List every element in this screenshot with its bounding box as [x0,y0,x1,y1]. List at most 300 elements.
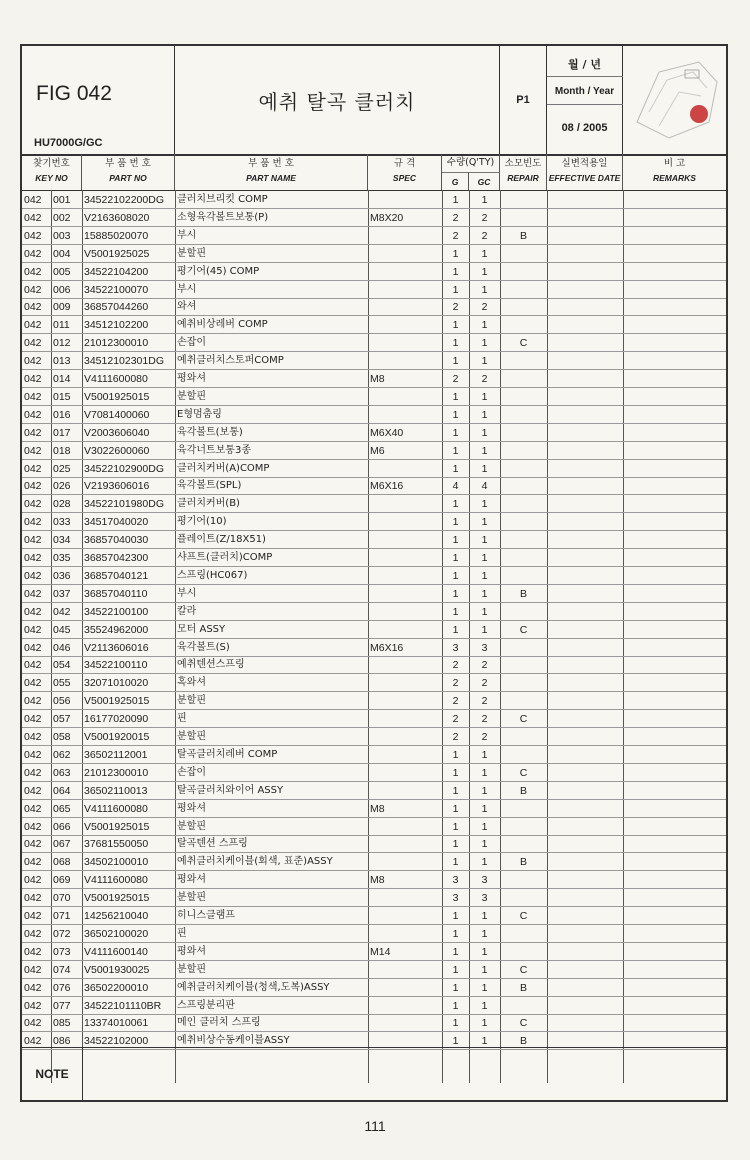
repair-cell: C [519,766,528,779]
part-name-cell: E형멈춤링 [177,408,222,420]
qty-g-cell: 1 [452,820,459,833]
qty-gc-cell: 1 [481,910,488,922]
qty-gc-cell: 3 [481,892,488,905]
date-label-en: Month / Year [554,86,615,97]
fig-cell: 042 [24,498,42,511]
key-no-cell: 001 [53,194,71,206]
spec-cell [370,979,442,997]
qty-g-cell: 3 [452,874,459,887]
qty-g-cell: 1 [452,605,459,618]
key-no-cell: 076 [53,981,71,994]
part-name-cell: 손잡이 [177,766,206,778]
spec-cell [370,549,442,567]
repair-cell [500,889,547,907]
spec-cell [370,191,442,209]
qty-g-cell: 2 [452,677,459,690]
table-row [22,209,726,227]
table-row [22,567,726,585]
key-no-cell: 086 [53,1035,71,1048]
key-no-cell: 045 [53,623,71,636]
part-name-cell: 히니스클램프 [177,910,235,921]
fig-cell: 042 [24,677,42,690]
repair-cell: B [519,784,527,797]
part-no-cell: 34522100070 [84,283,149,296]
spec-cell [370,334,442,352]
table-row [22,782,726,800]
key-no-cell: 063 [53,766,71,779]
qty-gc-cell: 1 [481,194,488,206]
spec-cell [370,782,442,800]
fig-cell: 042 [24,892,42,905]
table-row [22,370,726,388]
fig-cell: 042 [24,1017,42,1030]
col-repair: 소모빈도 REPAIR [500,154,547,190]
repair-cell [500,871,547,889]
col-remarks: 비 고 REMARKS [653,158,696,183]
fig-cell: 042 [24,426,42,439]
key-no-cell: 002 [53,211,71,224]
part-name-cell: 평와셔 [177,945,206,957]
fig-cell: 042 [24,713,42,726]
qty-gc-cell: 1 [481,766,488,779]
part-no-cell: 36502200010 [84,981,149,994]
date-label-kr: 월 / 년 [568,58,601,71]
table-row [22,281,726,299]
table-row [22,853,726,871]
part-no-cell: 34522102900DG [84,462,164,475]
spec-cell: M6X16 [370,641,404,654]
model-name: HU7000G/GC [34,137,103,149]
spec-cell: M8 [370,802,385,815]
part-name-cell: 예취클러치케이블(청색,도복)ASSY [177,981,330,993]
table-row [22,352,726,370]
repair-cell [500,281,547,299]
qty-gc-cell: 1 [481,426,488,439]
fig-cell [22,46,175,154]
key-no-cell: 028 [53,498,71,511]
part-no-cell: V5001930025 [84,963,150,976]
qty-g-cell: 1 [452,247,459,260]
qty-gc-cell: 1 [481,390,488,403]
fig-cell: 042 [24,516,42,529]
fig-cell: 042 [24,838,42,851]
table-row [22,800,726,818]
table-row [22,621,726,639]
repair-cell [500,835,547,853]
spec-cell [370,961,442,979]
sheet-header [22,46,726,156]
part-name-cell: 예취비상레버 COMP [177,319,268,331]
repair-cell [500,567,547,585]
qty-g-cell: 2 [452,301,459,314]
part-name-cell: 플레이트(Z/18X51) [177,534,266,546]
table-row [22,764,726,782]
qty-g-cell: 3 [452,641,459,654]
part-no-cell: 34512102301DG [84,355,164,368]
key-no-cell: 065 [53,802,71,815]
part-no-cell: V4111600140 [84,945,148,958]
repair-cell [500,674,547,692]
part-no-cell: V4111600080 [84,373,148,385]
repair-cell [500,442,547,460]
key-no-cell: 009 [53,301,71,314]
part-no-cell: 34522101110BR [84,999,162,1012]
fig-cell: 042 [24,444,42,457]
fig-cell: 042 [24,623,42,636]
key-no-cell: 016 [53,408,71,421]
fig-cell: 042 [24,534,42,547]
key-no-cell: 062 [53,748,71,761]
spec-cell: M8 [370,373,385,385]
qty-g-cell: 1 [452,426,459,439]
fig-cell: 042 [24,480,42,493]
part-no-cell: 34522102200DG [84,194,164,206]
part-name-cell: 평와셔 [177,373,206,384]
fig-cell: 042 [24,927,42,940]
qty-gc-cell: 1 [481,802,488,815]
spec-cell [370,513,442,531]
qty-gc-cell: 1 [481,498,488,511]
spec-cell [370,746,442,764]
table-row [22,871,726,889]
part-no-cell: 36857040110 [84,587,148,600]
qty-gc-cell: 2 [481,713,488,726]
part-name-cell: 예취클러치스토퍼COMP [177,355,284,367]
fig-cell: 042 [24,856,42,869]
key-no-cell: 069 [53,874,71,887]
title-cell [175,46,500,154]
table-row [22,997,726,1015]
spec-cell [370,495,442,513]
spec-cell [370,889,442,907]
fig-number: FIG 042 [36,82,112,105]
spec-cell [370,692,442,710]
fig-cell: 042 [24,802,42,815]
part-no-cell: V5001925015 [84,390,150,403]
fig-cell: 042 [24,319,42,332]
spec-cell [370,674,442,692]
qty-gc-cell: 1 [481,569,488,582]
fig-cell: 042 [24,659,42,672]
table-row [22,388,726,406]
key-no-cell: 034 [53,534,71,547]
table-row [22,818,726,836]
table-row [22,728,726,746]
fig-cell: 042 [24,587,42,600]
fig-cell: 042 [24,569,42,582]
key-no-cell: 018 [53,444,71,457]
machine-thumbnail-icon [629,52,725,146]
fig-cell: 042 [24,820,42,833]
key-no-cell: 035 [53,552,71,564]
page-title: 예취 탈곡 클러치 [258,90,416,114]
repair-cell: C [519,337,528,350]
part-no-cell: V5001920015 [84,731,150,743]
table-row [22,245,726,263]
part-name-cell: 스프링분리판 [177,999,235,1011]
part-name-cell: 분할핀 [177,963,206,975]
qty-g-cell: 2 [452,695,459,708]
fig-cell: 042 [24,355,42,368]
spec-cell [370,352,442,370]
table-row [22,227,726,245]
qty-g-cell: 1 [452,552,459,564]
fig-cell: 042 [24,229,42,242]
part-name-cell: 혹와셔 [177,677,206,689]
col-effective-date: 실변적용일 EFFECTIVE DATE [547,154,623,190]
spec-cell: M6X16 [370,480,404,493]
date-value: 08 / 2005 [561,122,608,134]
qty-gc-cell: 1 [481,820,488,833]
fig-cell: 042 [24,1035,42,1048]
qty-g-cell: 1 [452,856,459,869]
qty-g-cell: 1 [452,319,459,332]
key-no-cell: 064 [53,784,71,797]
qty-g-cell: 2 [452,229,459,242]
qty-gc-cell: 3 [481,641,488,654]
qty-g-cell: 1 [452,587,459,600]
part-no-cell: V2003606040 [84,426,150,439]
qty-g-cell: 1 [452,444,459,457]
col-part-no: 부 품 번 호 PART NO [82,154,175,190]
table-row [22,298,726,316]
table-row [22,746,726,764]
repair-cell [500,818,547,836]
fig-cell: 042 [24,390,42,403]
spec-cell [370,997,442,1015]
spec-cell: M14 [370,945,391,958]
fig-cell: 042 [24,247,42,260]
part-name-cell: 부시 [177,587,197,599]
qty-g-cell: 1 [452,462,459,475]
page-cell [500,46,547,154]
qty-gc-cell: 1 [481,945,488,958]
qty-g-cell: 1 [452,516,459,529]
key-no-cell: 070 [53,892,71,905]
table-row [22,656,726,674]
table-row [22,692,726,710]
qty-g-cell: 2 [452,731,459,743]
qty-gc-cell: 4 [481,480,488,493]
table-row [22,424,726,442]
part-no-cell: 13374010061 [84,1017,149,1030]
table-row [22,603,726,621]
key-no-cell: 011 [53,319,70,332]
date-cell [547,46,623,154]
part-no-cell: 21012300010 [84,337,149,350]
table-row [22,674,726,692]
qty-gc-cell: 2 [481,659,488,672]
key-no-cell: 014 [53,373,71,385]
spec-cell [370,298,442,316]
key-no-cell: 071 [53,910,71,922]
key-no-cell: 004 [53,247,71,260]
spec-cell [370,764,442,782]
qty-g-cell: 1 [452,981,459,994]
key-no-cell: 057 [53,713,71,726]
qty-gc-cell: 1 [481,856,488,869]
qty-gc-cell: 1 [481,784,488,797]
fig-cell: 042 [24,373,42,385]
page-label: P1 [516,94,530,106]
part-name-cell: 클러치커버(B) [177,498,240,510]
fig-cell: 042 [24,552,42,564]
repair-cell: C [519,963,528,976]
fig-cell: 042 [24,981,42,994]
spec-cell [370,406,442,424]
key-no-cell: 056 [53,695,71,708]
qty-g-cell: 2 [452,659,459,672]
spec-cell [370,853,442,871]
part-name-cell: 육각너트보통3종 [177,444,251,456]
part-name-cell: 분할핀 [177,390,206,402]
table-row [22,585,726,603]
spec-cell [370,531,442,549]
spec-cell [370,281,442,299]
qty-gc-cell: 1 [481,408,488,421]
fig-cell: 042 [24,337,42,350]
repair-cell [500,245,547,263]
part-no-cell: 34522104200 [84,265,149,278]
repair-cell [500,800,547,818]
part-name-cell: 손잡이 [177,337,206,349]
part-name-cell: 클러치커버(A)COMP [177,462,270,474]
part-no-cell: V4111600080 [84,802,148,815]
qty-g-cell: 1 [452,748,459,761]
part-no-cell: 36502110013 [84,784,148,797]
spec-cell [370,656,442,674]
qty-g-cell: 1 [452,1035,459,1048]
repair-cell [500,191,547,209]
table-row [22,639,726,657]
part-no-cell: V5001925015 [84,695,150,708]
qty-g-cell: 1 [452,534,459,547]
part-name-cell: 모터 ASSY [177,623,226,635]
fig-cell: 042 [24,283,42,296]
qty-g-cell: 1 [452,337,459,350]
table-row [22,961,726,979]
table-row [22,442,726,460]
qty-gc-cell: 1 [481,337,488,350]
part-name-cell: 육각볼트(S) [177,641,230,653]
qty-g-cell: 1 [452,498,459,511]
repair-cell: B [519,1035,527,1048]
table-row [22,513,726,531]
part-no-cell: 36857040121 [84,569,149,582]
qty-gc-cell: 2 [481,229,488,242]
page-number: 111 [364,1118,386,1134]
part-no-cell: 34502100010 [84,856,149,869]
repair-cell: C [519,910,528,922]
qty-gc-cell: 1 [481,444,488,457]
part-no-cell: 35524962000 [84,623,149,636]
repair-cell [500,943,547,961]
qty-g-cell: 1 [452,283,459,296]
qty-gc-cell: 1 [481,1035,488,1048]
qty-gc-cell: 1 [481,981,488,994]
qty-g-cell: 1 [452,838,459,851]
qty-gc-cell: 1 [481,838,488,851]
qty-gc-cell: 1 [481,963,488,976]
part-no-cell: 16177020090 [84,713,149,726]
qty-g-cell: 1 [452,355,459,368]
repair-cell [500,209,547,227]
key-no-cell: 006 [53,283,71,296]
qty-g-cell: 1 [452,265,459,278]
spec-cell [370,567,442,585]
part-name-cell: 핀 [177,713,187,725]
repair-cell [500,406,547,424]
repair-cell: B [519,587,527,600]
spec-cell [370,316,442,334]
part-no-cell: V5001925015 [84,892,150,905]
repair-cell [500,603,547,621]
col-qty: 수량(Q'TY) [442,154,500,172]
col-qty-gc: GC [469,172,500,190]
part-name-cell: 탈곡클러치레버 COMP [177,748,278,760]
repair-cell [500,656,547,674]
table-row [22,460,726,478]
col-qty-g: G [442,172,469,190]
part-no-cell: V7081400060 [84,408,150,421]
qty-gc-cell: 1 [481,319,488,332]
key-no-cell: 072 [53,927,71,940]
repair-cell [500,549,547,567]
repair-cell [500,746,547,764]
fig-cell: 042 [24,265,42,278]
qty-g-cell: 1 [452,408,459,421]
key-no-cell: 036 [53,569,71,582]
col-part-name: 부 품 번 호 PART NAME [175,154,368,190]
key-no-cell: 066 [53,820,71,833]
spec-cell [370,907,442,925]
part-no-cell: 34522100100 [84,605,149,618]
part-name-cell: 와셔 [177,301,197,313]
part-name-cell: 평기어(10) [177,516,227,528]
qty-gc-cell: 1 [481,605,488,618]
table-row [22,710,726,728]
table-row [22,979,726,997]
qty-gc-cell: 1 [481,1017,488,1030]
table-row [22,531,726,549]
repair-cell [500,388,547,406]
part-name-cell: 칼라 [177,605,197,617]
qty-g-cell: 2 [452,713,459,726]
part-name-cell: 육각볼트(보통) [177,426,243,438]
qty-g-cell: 1 [452,194,459,206]
qty-g-cell: 1 [452,802,459,815]
fig-cell: 042 [24,408,42,421]
repair-cell: C [519,623,528,636]
fig-cell: 042 [24,211,42,224]
part-no-cell: V2193606016 [84,480,150,493]
qty-g-cell: 4 [452,480,459,493]
repair-cell [500,477,547,495]
key-no-cell: 026 [53,480,71,493]
repair-cell [500,925,547,943]
part-no-cell: 36857040030 [84,534,149,547]
qty-gc-cell: 1 [481,552,488,564]
part-no-cell: 34512102200 [84,319,149,332]
fig-cell: 042 [24,695,42,708]
part-name-cell: 분할핀 [177,731,206,742]
repair-cell [500,263,547,281]
qty-g-cell: 1 [452,623,459,636]
qty-gc-cell: 1 [481,999,488,1012]
spec-cell: M6X40 [370,426,404,439]
part-no-cell: V4111600080 [84,874,148,887]
qty-gc-cell: 1 [481,748,488,761]
